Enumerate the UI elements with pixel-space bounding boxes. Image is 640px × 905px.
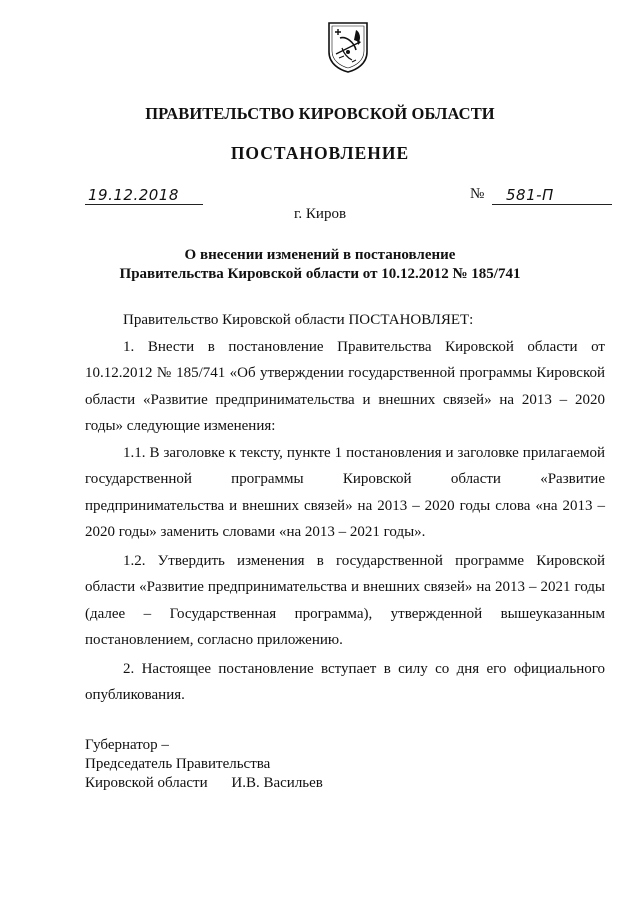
preamble: Правительство Кировской области ПОСТАНОВЛЯЕТ:: [123, 312, 474, 328]
document-subject: [0, 246, 640, 284]
date-underline: [85, 204, 203, 205]
subject-line-2: Правительства Кировской области от 10.12.2012 № 185/741: [119, 266, 521, 282]
signature-position-3: [85, 774, 323, 793]
document-number: [470, 186, 620, 208]
number-value: 581-П: [506, 186, 554, 204]
document-type-title: ПОСТАНОВЛЕНИЕ: [230, 143, 410, 163]
city: г. Киров: [293, 206, 347, 222]
number-sign: №: [470, 186, 485, 202]
organization-title: ПРАВИТЕЛЬСТВО КИРОВСКОЙ ОБЛАСТИ: [145, 104, 495, 123]
signature-position-1: Губернатор –: [85, 737, 169, 753]
document-date: [85, 186, 205, 206]
signatory-name: И.В. Васильев: [231, 775, 323, 791]
document-body: [85, 307, 605, 709]
date-value: 19.12.2018: [88, 186, 179, 204]
signature-position-2: Председатель Правительства: [85, 756, 271, 772]
number-underline: [492, 204, 612, 205]
subject-line-1: О внесении изменений в постановление: [184, 247, 456, 263]
paragraph-2: 2. Настоящее постановление вступает в силу со дня его официального опубликования.: [85, 660, 605, 703]
paragraph-1: 1. Внести в постановление Правительства Кировской области от 10.12.2012 № 185/741 «Об утверждении государственной программы Кировской области «Развитие предпринимательства и внешних связей» на 2013 – 2020 годы» следующие изменения:: [85, 338, 605, 434]
signature-block: [85, 736, 323, 793]
coat-of-arms-icon: [326, 20, 370, 74]
paragraph-1-1: 1.1. В заголовке к тексту, пункте 1 постановления и заголовке прилагаемой государственной программы Кировской области «Развитие предпринимательства и внешних связей» на 2013 – 2020 годы слова «на 2013 – 2020 годы» заменить словами «на 2013 – 2021 годы».: [85, 444, 605, 540]
signature-region: Кировской области: [85, 775, 208, 791]
paragraph-1-2: 1.2. Утвердить изменения в государственной программе Кировской области «Развитие предпринимательства и внешних связей» на 2013 – 2021 годы (далее – Государственная программа), утвержденной вышеуказанным постановлением, согласно приложению.: [85, 552, 605, 648]
